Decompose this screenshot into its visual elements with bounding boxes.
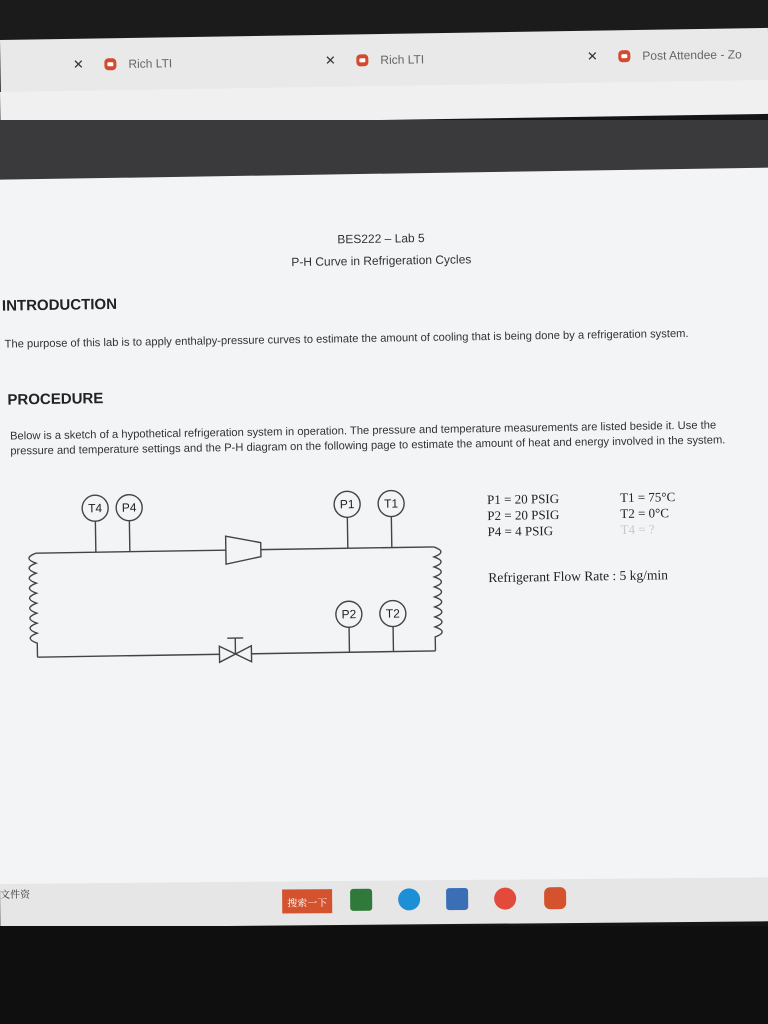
document-content	[0, 168, 768, 880]
gauge-label: T2	[385, 606, 400, 621]
gauge-label: T1	[384, 496, 399, 511]
condenser-coil-icon	[434, 547, 443, 651]
suction-line	[36, 550, 226, 553]
refrigeration-diagram	[5, 482, 468, 669]
taskbar-left-text: 文件资	[0, 889, 31, 901]
zoom-icon	[104, 58, 116, 70]
edge-icon[interactable]	[398, 888, 420, 910]
document-page	[0, 167, 768, 890]
flow-rate: Refrigerant Flow Rate : 5 kg/min	[488, 567, 668, 586]
file-explorer-icon[interactable]	[446, 888, 468, 910]
tab-3[interactable]	[584, 38, 742, 72]
gauge-label: P1	[339, 497, 355, 512]
zoom-icon	[356, 54, 368, 66]
close-icon[interactable]: ✕	[324, 52, 336, 68]
tab-1[interactable]	[70, 47, 172, 81]
chrome-icon[interactable]	[494, 887, 516, 909]
intro-heading: INTRODUCTION	[1, 295, 118, 315]
close-icon[interactable]: ✕	[586, 48, 598, 64]
close-icon[interactable]: ✕	[72, 56, 84, 72]
reading-t4: T4 = ?	[620, 521, 655, 537]
doc-subtitle: P-H Curve in Refrigeration Cycles	[291, 252, 472, 270]
reading-p2: P2 = 20 PSIG	[487, 506, 560, 524]
reading-t2: T2 = 0°C	[620, 505, 670, 521]
reading-t1: T1 = 75°C	[619, 489, 676, 505]
procedure-heading: PROCEDURE	[7, 390, 104, 409]
intro-text: The purpose of this lab is to apply enthalpy-pressure curves to estimate the amount of cooling that is being done by a refrigeration system.	[4, 327, 689, 351]
gauge-label: P2	[341, 607, 357, 622]
zoom-app-icon[interactable]	[544, 887, 566, 909]
wechat-icon[interactable]	[350, 889, 372, 911]
procedure-text: Below is a sketch of a hypothetical refrigeration system in operation. The pressure and temperature measurements are listed beside it. Use the pressure and temperature settings and the P-H diagram on the following page to estimate the amount of heat and energy involved in the system.	[9, 419, 726, 458]
evaporator-coil-icon	[29, 553, 38, 657]
reading-p1: P1 = 20 PSIG	[486, 490, 560, 508]
doc-title: BES222 – Lab 5	[337, 231, 425, 247]
pressure-readings	[487, 491, 560, 540]
compressor-icon	[226, 536, 261, 565]
search-button[interactable]: 搜索一下	[282, 889, 332, 913]
tab-label: Post Attendee - Zo	[642, 47, 742, 63]
screen-bezel-bottom	[0, 926, 768, 1024]
tab-2[interactable]	[322, 43, 424, 77]
zoom-icon	[618, 50, 630, 62]
tab-label: Rich LTI	[380, 52, 425, 68]
gauge-label: P4	[121, 500, 137, 515]
expansion-valve-icon	[219, 638, 251, 662]
taskbar	[0, 877, 768, 928]
gauge-label: T4	[88, 501, 103, 516]
reading-p4: P4 = 4 PSIG	[487, 523, 554, 540]
temperature-readings	[620, 489, 676, 538]
tab-label: Rich LTI	[128, 56, 173, 71]
